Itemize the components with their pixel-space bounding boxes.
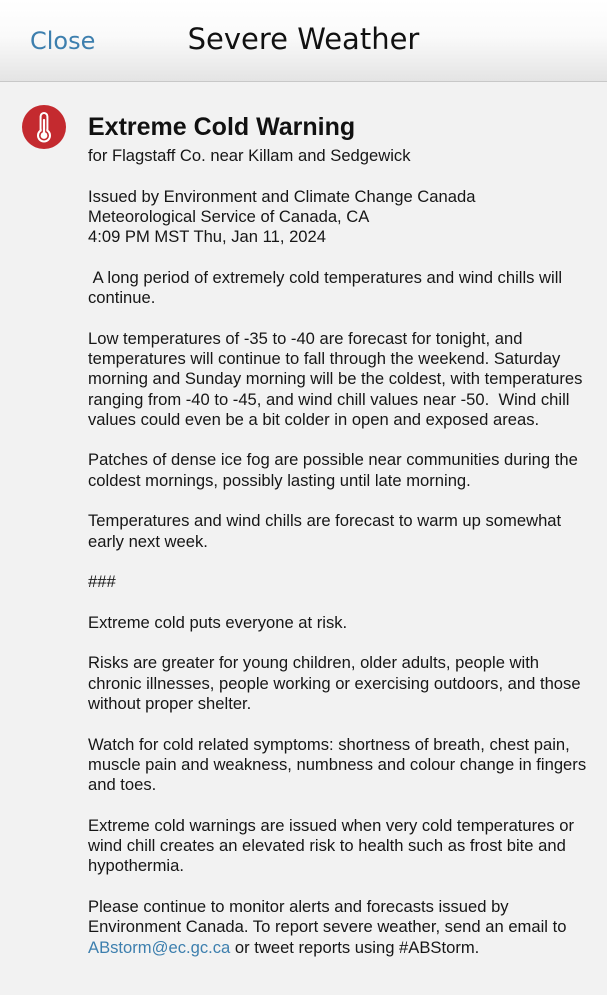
- email-link[interactable]: ABstorm@ec.gc.ca: [88, 937, 231, 957]
- issued-time: 4:09 PM MST Thu, Jan 11, 2024: [88, 227, 326, 247]
- alert-paragraph: Temperatures and wind chills are forecast to warm up somewhat early next week.: [88, 511, 562, 551]
- final-text-after-email: or tweet reports using #ABStorm.: [230, 937, 480, 957]
- alert-location: for Flagstaff Co. near Killam and Sedgewick: [88, 146, 411, 165]
- alert-paragraph: A long period of extremely cold temperatures and wind chills will continue.: [88, 267, 567, 308]
- alert-paragraph: Low temperatures of -35 to -40 are forecast for tonight, and temperatures will continue to fall through the weekend. Saturday morning and Sunday morning will be the coldest, with temperatures ranging from -40 to -45, and wind chill values near -50. Wind chill values could even be a bit colder in open and exposed areas.: [88, 328, 588, 429]
- alert-paragraph: Risks are greater for young children, older adults, people with chronic illnesses, people working or exercising outdoors, and those without proper shelter.: [88, 653, 581, 714]
- page-title: Severe Weather: [187, 22, 420, 56]
- alert-paragraph: Watch for cold related symptoms: shortness of breath, chest pain, muscle pain and weakness, numbness and colour change in fingers and toes.: [88, 734, 587, 795]
- alert-text: [88, 146, 588, 958]
- alert-title: Extreme Cold Warning: [88, 113, 356, 141]
- alert-paragraph: Extreme cold warnings are issued when very cold temperatures or wind chill creates an elevated risk to health such as frost bite and hypothermia.: [88, 815, 575, 876]
- alert-issuer: [88, 187, 588, 248]
- issued-by: Issued by Environment and Climate Change Canada: [88, 186, 476, 206]
- alert-body: [88, 112, 588, 958]
- thermometer-icon: [22, 105, 66, 149]
- alert-content: [0, 82, 607, 994]
- header-bar: [0, 0, 607, 82]
- alert-final-paragraph: [88, 897, 588, 958]
- alert-paragraph: ###: [88, 572, 116, 592]
- close-button[interactable]: Close: [30, 27, 96, 55]
- final-text-before-email: Please continue to monitor alerts and forecasts issued by Environment Canada. To report severe weather, send an email to: [88, 896, 567, 937]
- alert-paragraph: Extreme cold puts everyone at risk.: [88, 612, 348, 632]
- issuing-service: Meteorological Service of Canada, CA: [88, 206, 370, 226]
- alert-paragraph: Patches of dense ice fog are possible near communities during the coldest mornings, possibly lasting until late morning.: [88, 450, 578, 490]
